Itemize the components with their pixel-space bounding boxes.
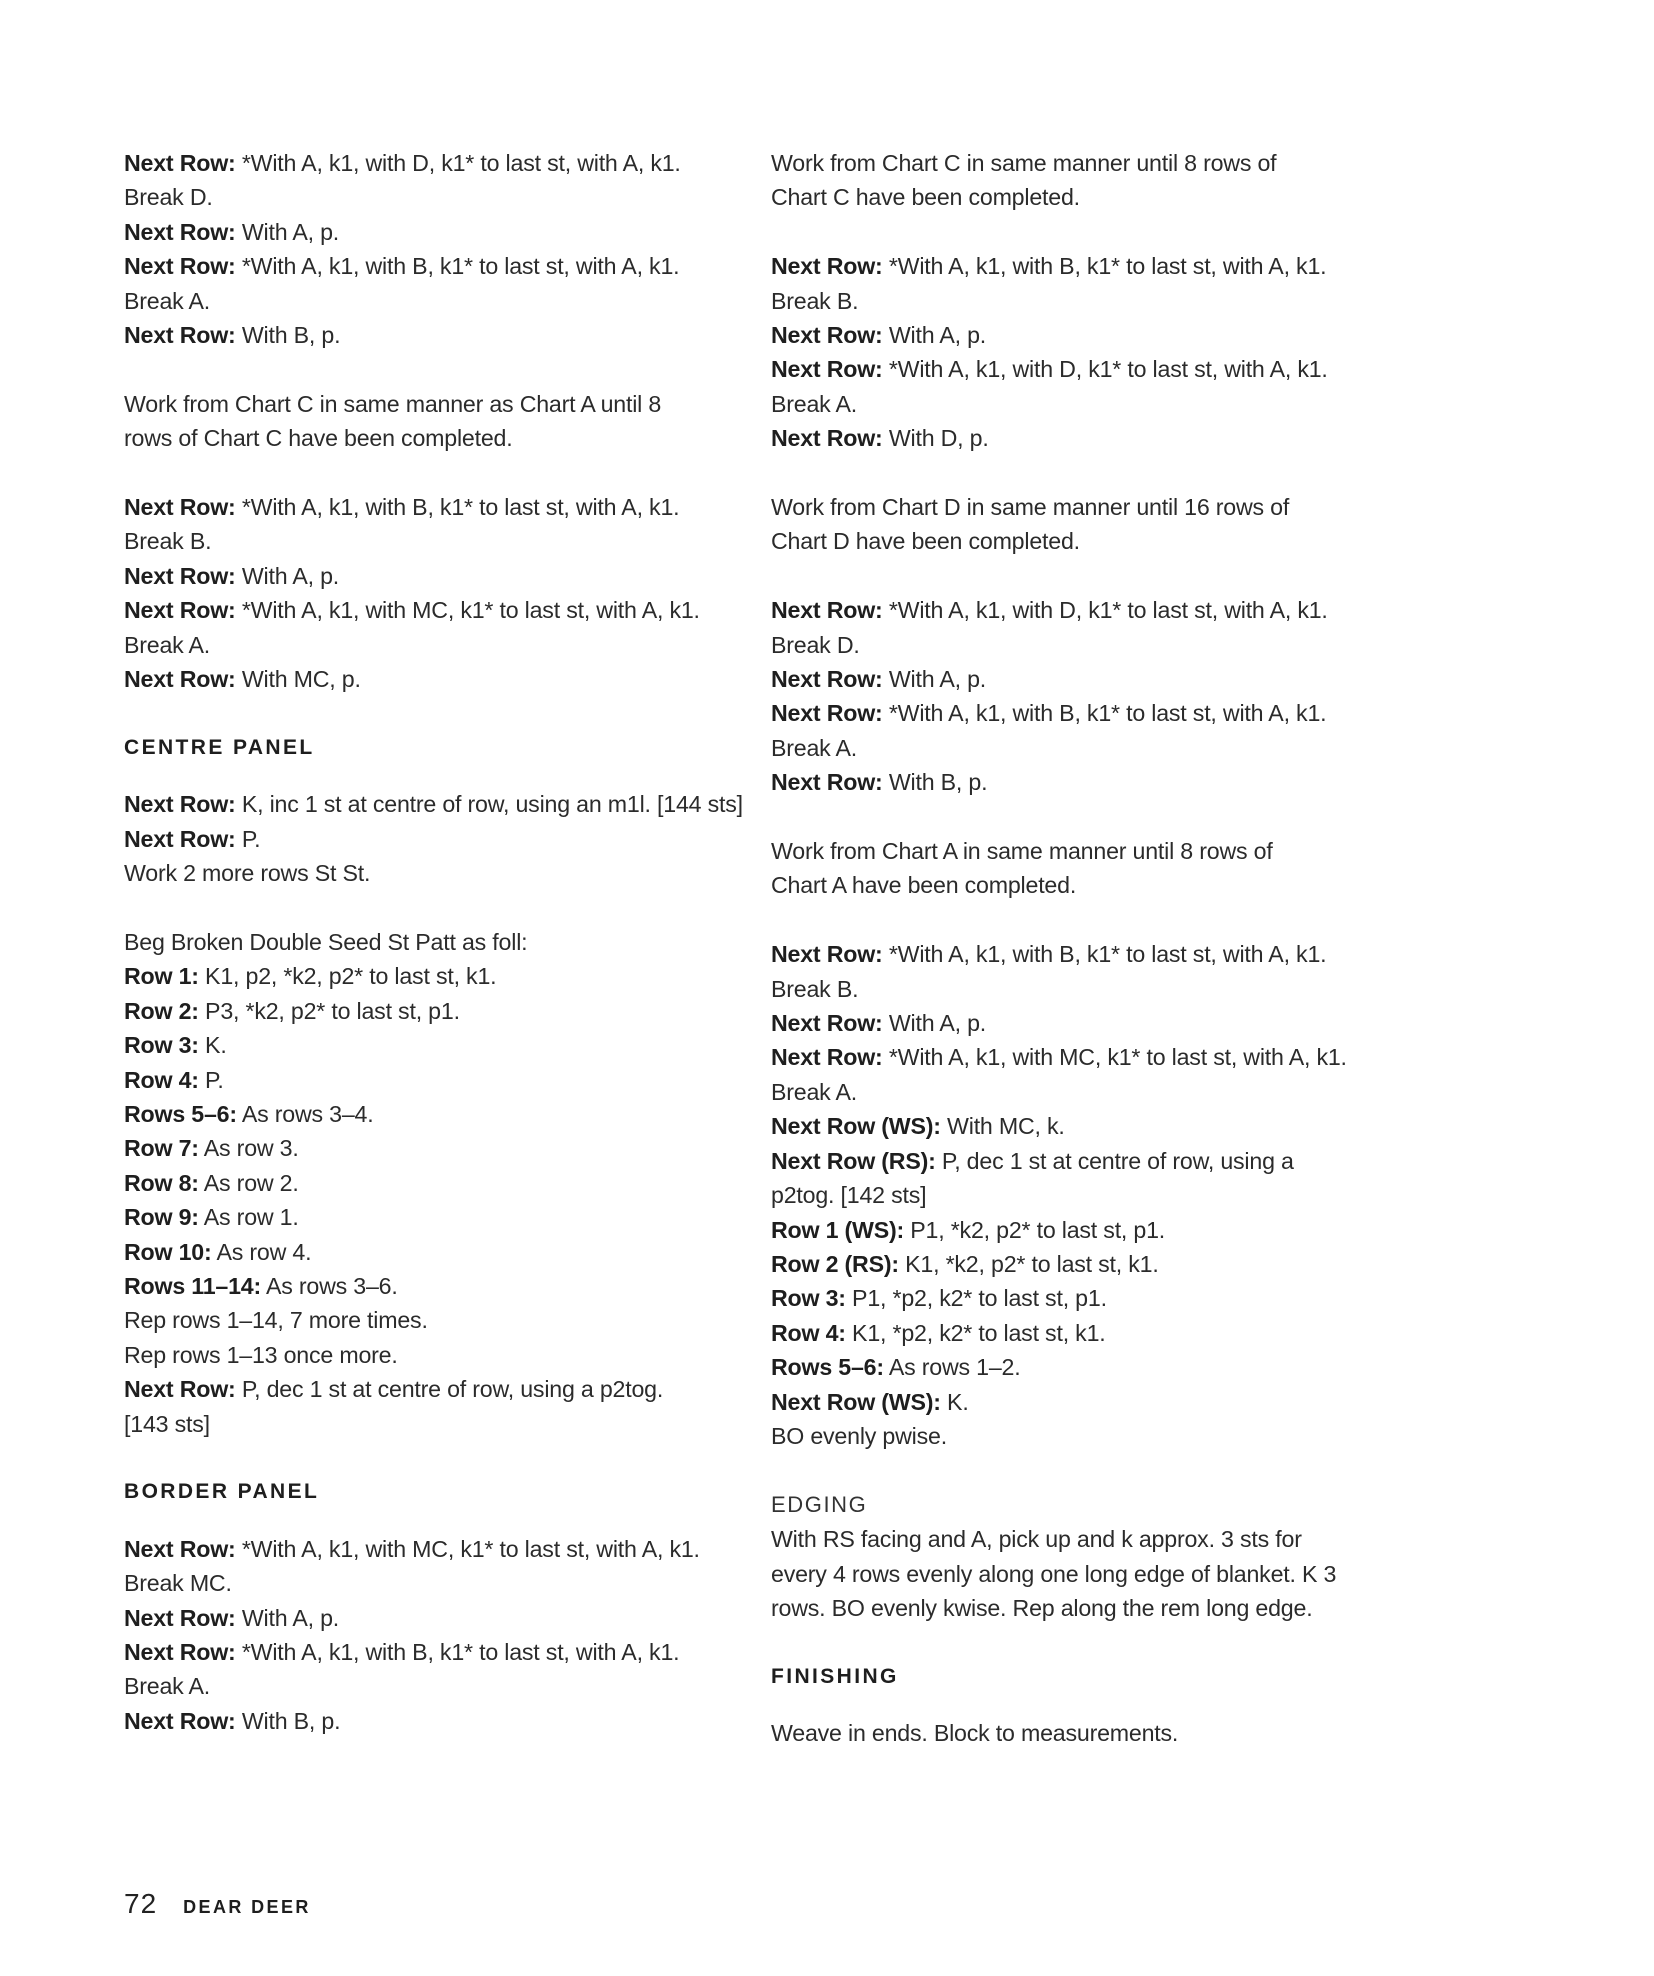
paragraph-line: Work from Chart C in same manner as Chart A until 8 [124,390,662,417]
instruction-line [771,1075,1391,1109]
row-text: Rep rows 1–13 once more. [124,1341,398,1368]
instruction-line [124,180,734,214]
instruction-line [771,1178,1391,1212]
instruction-line [124,1131,734,1165]
left-intro-rows [124,146,734,352]
row-text: Work 2 more rows St St. [124,860,371,887]
instruction-line [771,696,1391,730]
row-label: Next Row: [771,253,883,280]
row-label: Row 1 (WS): [771,1216,905,1243]
row-label: Row 9: [124,1204,199,1231]
row-text: As row 1. [198,1204,299,1231]
row-text: With A, p. [882,322,987,349]
row-label: Row 2: [124,997,199,1024]
row-label: Next Row (RS): [771,1147,936,1174]
row-text: Break A. [771,734,858,761]
row-label: Next Row: [124,1604,236,1631]
row-text: As row 2. [198,1169,299,1196]
chart-d-note [771,490,1391,559]
instruction-line [124,215,734,249]
row-text: K1, p2, *k2, p2* to last st, k1. [198,963,497,990]
border-panel-section [124,1475,734,1738]
row-label: Next Row: [771,769,883,796]
right-chart-c-note [771,146,1391,215]
row-label: Row 3: [124,1032,199,1059]
instruction-line [124,662,734,696]
after-chart-a-rows [771,937,1391,1453]
row-text: K. [198,1032,227,1059]
row-text: With A, p. [235,562,340,589]
instruction-line [124,1704,734,1738]
row-text: Break B. [771,287,859,314]
row-label: Next Row: [771,1044,883,1071]
instruction-line [771,352,1391,386]
row-text: K1, *p2, k2* to last st, k1. [845,1319,1106,1346]
instruction-line [124,593,734,627]
row-text: As rows 3–4. [236,1100,374,1127]
row-label: Rows 5–6: [124,1100,237,1127]
instruction-line [124,318,734,352]
instruction-line [771,1040,1391,1074]
row-text: BO evenly pwise. [771,1422,947,1449]
seed-stitch-pattern [124,925,734,1441]
row-label: Next Row: [771,941,883,968]
centre-panel-heading: CENTRE PANEL [124,735,315,759]
row-text: P, dec 1 st at centre of row, using a p2tog. [235,1376,664,1403]
row-text: Break A. [771,1078,858,1105]
instruction-line [124,1028,734,1062]
instruction-line [124,822,734,856]
row-label: Row 1: [124,963,199,990]
instruction-line [771,1006,1391,1040]
row-text: With B, p. [235,322,341,349]
row-label: Row 4: [771,1319,846,1346]
edging-section [771,1488,1391,1626]
right-column [771,146,1391,1751]
row-text: *With A, k1, with B, k1* to last st, with A, k1. [235,1638,680,1665]
instruction-line [771,972,1391,1006]
row-text: Rep rows 1–14, 7 more times. [124,1307,428,1334]
instruction-line [124,1669,734,1703]
instruction-line [771,1419,1391,1453]
row-label: Next Row: [124,253,236,280]
instruction-line [124,1635,734,1669]
instruction-line [124,856,734,890]
instruction-line [771,249,1391,283]
instruction-line [124,1338,734,1372]
row-text: P. [235,825,261,852]
row-text: As row 4. [211,1238,312,1265]
paragraph-line: rows. BO evenly kwise. Rep along the rem long edge. [771,1594,1313,1621]
finishing-heading: FINISHING [771,1664,899,1688]
instruction-line [771,937,1391,971]
row-label: Next Row: [771,322,883,349]
row-text: *With A, k1, with B, k1* to last st, with A, k1. [235,253,680,280]
row-label: Next Row: [771,700,883,727]
instruction-line [124,925,734,959]
border-panel-heading: BORDER PANEL [124,1480,320,1504]
instruction-line [771,731,1391,765]
instruction-line [771,1247,1391,1281]
instruction-line [771,628,1391,662]
row-label: Next Row: [124,1535,236,1562]
centre-panel-rows [124,787,743,890]
instruction-line [124,1372,734,1406]
row-label: Next Row: [124,322,236,349]
row-label: Row 4: [124,1066,199,1093]
instruction-line [771,1109,1391,1143]
row-text: P3, *k2, p2* to last st, p1. [198,997,460,1024]
row-label: Next Row: [124,597,236,624]
row-text: Beg Broken Double Seed St Patt as foll: [124,928,528,955]
paragraph-line: Work from Chart D in same manner until 16 rows of [771,494,1290,521]
row-label: Next Row: [771,666,883,693]
row-label: Row 3: [771,1285,846,1312]
row-label: Row 2 (RS): [771,1250,899,1277]
row-text: As row 3. [198,1135,299,1162]
row-label: Next Row: [124,218,236,245]
row-label: Next Row: [124,1707,236,1734]
row-text: With MC, p. [235,666,361,693]
instruction-line [771,387,1391,421]
instruction-line [124,1303,734,1337]
centre-panel-section [124,731,743,891]
row-text: *With A, k1, with D, k1* to last st, with A, k1. [882,356,1328,383]
instruction-line [124,524,734,558]
instruction-line [124,249,734,283]
row-text: Break A. [124,1673,211,1700]
row-text: [143 sts] [124,1410,210,1437]
paragraph-line: every 4 rows evenly along one long edge of blanket. K 3 [771,1560,1337,1587]
instruction-line [771,1316,1391,1350]
instruction-line [771,765,1391,799]
finishing-text [771,1716,1391,1750]
row-label: Next Row: [124,1638,236,1665]
row-text: With B, p. [882,769,988,796]
row-text: As rows 1–2. [883,1354,1021,1381]
row-label: Next Row (WS): [771,1388,941,1415]
left-column [124,146,743,1738]
row-label: Rows 11–14: [124,1272,262,1299]
instruction-line [124,146,734,180]
instruction-line [771,1144,1391,1178]
page-footer [124,1888,311,1920]
instruction-line [124,1166,734,1200]
instruction-line [124,559,734,593]
row-text: Break B. [124,528,212,555]
row-text: *With A, k1, with D, k1* to last st, with A, k1. [882,597,1328,624]
paragraph-line: With RS facing and A, pick up and k approx. 3 sts for [771,1526,1302,1553]
row-label: Next Row: [771,425,883,452]
row-text: Break MC. [124,1570,232,1597]
instruction-line [124,490,734,524]
row-text: *With A, k1, with D, k1* to last st, with A, k1. [235,150,681,176]
row-text: *With A, k1, with MC, k1* to last st, with A, k1. [235,1535,700,1562]
row-text: With A, p. [235,218,340,245]
instruction-line [771,662,1391,696]
row-label: Row 10: [124,1238,212,1265]
row-text: Break D. [771,631,860,658]
finishing-section [771,1660,1391,1751]
instruction-line [124,959,734,993]
row-text: *With A, k1, with B, k1* to last st, with A, k1. [882,941,1327,968]
row-text: P1, *p2, k2* to last st, p1. [845,1285,1107,1312]
row-label: Next Row: [124,791,236,818]
row-label: Next Row: [124,1376,236,1403]
instruction-line [124,994,734,1028]
instruction-line [124,1269,734,1303]
row-text: K1, *k2, p2* to last st, k1. [898,1250,1159,1277]
row-text: P. [198,1066,224,1093]
instruction-line [124,628,734,662]
row-label: Next Row: [771,1010,883,1037]
border-panel-rows [124,1532,734,1738]
instruction-line [124,1235,734,1269]
row-text: *With A, k1, with B, k1* to last st, with A, k1. [235,494,680,521]
page-number: 72 [124,1888,158,1919]
row-label: Next Row: [124,150,236,176]
book-title: DEAR DEER [183,1897,311,1917]
row-text: *With A, k1, with MC, k1* to last st, with A, k1. [235,597,700,624]
chart-a-note [771,834,1391,903]
row-text: Break D. [124,184,213,211]
row-text: K, inc 1 st at centre of row, using an m1l. [144 sts] [235,791,743,818]
paragraph-line: Chart C have been completed. [771,184,1080,211]
instruction-line [124,1407,734,1441]
row-text: *With A, k1, with B, k1* to last st, with A, k1. [882,700,1327,727]
row-label: Next Row: [771,597,883,624]
instruction-line [124,787,743,821]
row-text: With D, p. [882,425,989,452]
left-after-chart-c-rows [124,490,734,696]
instruction-line [771,1281,1391,1315]
left-chart-c-note [124,387,734,456]
instruction-line [771,421,1391,455]
paragraph-line: Weave in ends. Block to measurements. [771,1720,1179,1747]
paragraph-line: Work from Chart A in same manner until 8 rows of [771,838,1273,865]
row-text: As rows 3–6. [261,1272,398,1299]
row-label: Rows 5–6: [771,1354,884,1381]
row-text: Break B. [771,975,859,1002]
row-text: *With A, k1, with B, k1* to last st, with A, k1. [882,253,1327,280]
paragraph-line: Chart A have been completed. [771,872,1077,899]
row-text: Break A. [124,631,211,658]
row-label: Next Row: [124,825,236,852]
row-text: Break A. [771,390,858,417]
instruction-line [771,1385,1391,1419]
instruction-line [771,284,1391,318]
row-text: Break A. [124,287,211,314]
row-text: K. [940,1388,969,1415]
row-label: Next Row: [124,494,236,521]
instruction-line [124,1532,734,1566]
right-after-chart-c-rows [771,249,1391,455]
instruction-line [124,1601,734,1635]
row-text: *With A, k1, with MC, k1* to last st, with A, k1. [882,1044,1347,1071]
instruction-line [771,1213,1391,1247]
instruction-line [771,593,1391,627]
row-label: Row 7: [124,1135,199,1162]
instruction-line [771,318,1391,352]
row-text: With A, p. [235,1604,340,1631]
instruction-line [124,1063,734,1097]
row-label: Row 8: [124,1169,199,1196]
edging-text [771,1522,1391,1625]
row-text: With A, p. [882,1010,987,1037]
after-chart-d-rows [771,593,1391,799]
row-label: Next Row: [124,666,236,693]
instruction-line [124,1200,734,1234]
paragraph-line: Chart D have been completed. [771,528,1080,555]
row-text: With MC, k. [940,1113,1065,1140]
instruction-line [124,284,734,318]
paragraph-line: rows of Chart C have been completed. [124,425,513,452]
row-label: Next Row: [124,562,236,589]
row-label: Next Row: [771,356,883,383]
instruction-line [124,1566,734,1600]
instruction-line [771,1350,1391,1384]
instruction-line [124,1097,734,1131]
row-text: With B, p. [235,1707,341,1734]
row-text: p2tog. [142 sts] [771,1182,927,1209]
paragraph-line: Work from Chart C in same manner until 8 rows of [771,150,1277,176]
row-text: P1, *k2, p2* to last st, p1. [904,1216,1166,1243]
row-text: P, dec 1 st at centre of row, using a [935,1147,1294,1174]
row-text: With A, p. [882,666,987,693]
edging-heading: EDGING [771,1491,868,1517]
row-label: Next Row (WS): [771,1113,941,1140]
